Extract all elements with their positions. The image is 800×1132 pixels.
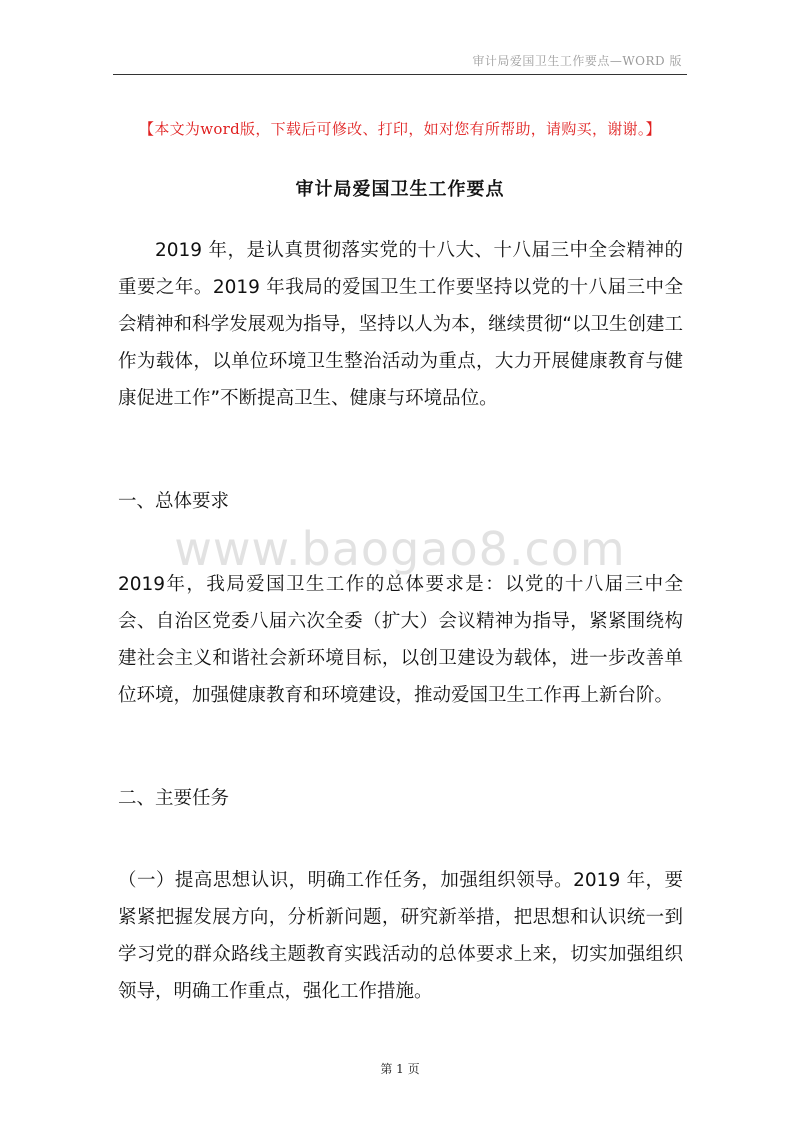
main-task-item-1: （一）提高思想认识，明确工作任务，加强组织领导。2019 年，要紧紧把握发展方向，分析新问题，研究新举措，把思想和认识统一到学习党的群众路线主题教育实践活动的总体要求上来，切实加强组织领导，明确工作重点，强化工作措施。 — [118, 870, 683, 1002]
section-heading-general-requirements: 一、总体要求 — [118, 491, 230, 512]
watermark: www.baogao8.com — [174, 522, 626, 576]
document-title: 审计局爱国卫生工作要点 — [295, 179, 505, 200]
section-heading-main-tasks: 二、主要任务 — [118, 788, 230, 809]
general-requirements-paragraph: 2019年，我局爱国卫生工作的总体要求是：以党的十八届三中全会、自治区党委八届六次全委（扩大）会议精神为指导，紧紧围绕构建社会主义和谐社会新环境目标，以创卫建设为载体，进一步改善单位环境，加强健康教育和环境建设，推动爱国卫生工作再上新台阶。 — [118, 574, 683, 706]
page-number: 第 1 页 — [380, 1062, 420, 1076]
header-divider — [113, 74, 687, 75]
purchase-notice: 【本文为word版，下载后可修改、打印，如对您有所帮助，请购买，谢谢。】 — [139, 120, 661, 138]
intro-paragraph: 2019 年，是认真贯彻落实党的十八大、十八届三中全会精神的重要之年。2019 年我局的爱国卫生工作要坚持以党的十八届三中全会精神和科学发展观为指导，坚持以人为本，继续贯彻“以卫生创建工作为载体，以单位环境卫生整治活动为重点，大力开展健康教育与健康促进工作”不断提高卫生、健康与环境品位。 — [118, 240, 683, 409]
running-header: 审计局爱国卫生工作要点—WORD 版 — [472, 54, 682, 68]
